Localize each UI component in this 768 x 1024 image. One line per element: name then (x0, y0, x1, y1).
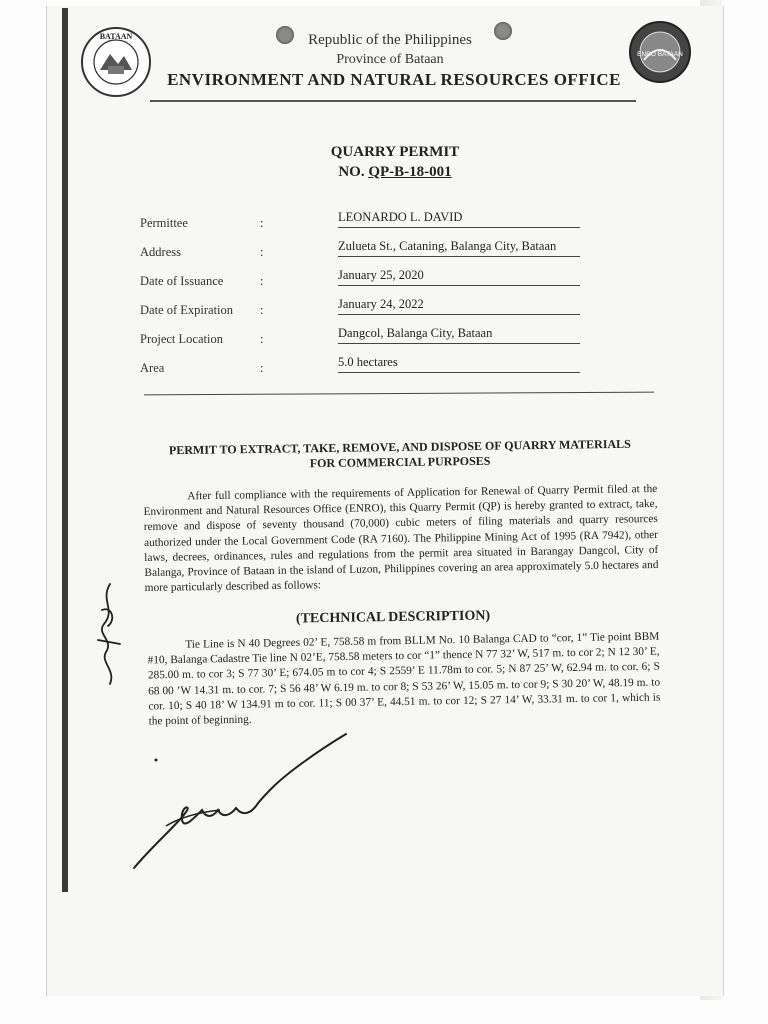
field-label: Address (140, 245, 181, 259)
technical-description-text: Tie Line is N 40 Degrees 02’ E, 758.58 m from BLLM No. 10 Balanga CAD to “cor, 1” Tie point BBM #10, Balanga Cadastre Tie line N 02’E, 758.58 meters to cor “1” thence N 77 32’ W, 517 m. to cor 2; N 12 30’ E, 285.00 m. to cor 3; S 77 30’ E; 674.05 m to cor 4; S 2559’ E 11.78m to cor. 5; N 87 25’ W, 62.94 m. to cor. 6; S 68 00 ’W 14.31 m. to cor. 7; S 56 48’ W 6.19 m. to cor 8; S 53 26’ W, 15.05 m. to cor 9; S 30 20’ W, 48.19 m. to cor. 10; S 40 18’ W 134.91 m to cor. 11; S 00 37’ E, 44.51 m. to cor 12; S 27 14’ W, 33.31 m. to cor 1, which is the point of beginning. (147, 630, 661, 728)
field-row-permittee (140, 210, 590, 239)
field-colon: : (260, 303, 264, 317)
field-row-area (140, 355, 590, 384)
republic-line: Republic of the Philippines (308, 32, 472, 48)
field-label: Area (140, 361, 165, 375)
permit-number (260, 162, 530, 182)
margin-signature-icon (86, 580, 130, 690)
field-label: Date of Issuance (140, 274, 224, 288)
field-colon: : (260, 274, 264, 288)
letterhead (80, 20, 700, 100)
bataan-seal-icon (80, 26, 152, 98)
seal-left-text: BATAAN (99, 32, 133, 41)
enro-seal-icon (628, 20, 692, 84)
signature-icon (126, 730, 356, 880)
body-paragraph: After full compliance with the requirements of Application for Renewal of Quarry Permit filed at the Environment and Natural Resources Office (ENRO), this Quarry Permit (QP) is hereby granted to extract, take, remove and dispose of seventy thousand (70,000) cubic meters of filing materials and quarry resources authorized under the Local Government Code (RA 7160). The Philippine Mining Act of 1995 (RA 7942), other laws, decrees, ordinances, rules and regulations from the permit area situated in Barangay Dangcol, City of Balanga, Province of Bataan in the island of Luzon, Philippines covering an area approximately 5.0 hectares and more particularly described as follows: (143, 482, 659, 595)
field-value-area: 5.0 hectares (338, 355, 580, 373)
field-label: Project Location (140, 332, 223, 346)
province-line: Province of Bataan (336, 52, 444, 67)
field-value-permittee: LEONARDO L. DAVID (338, 210, 580, 228)
field-colon: : (260, 332, 264, 346)
field-value-address: Zulueta St., Cataning, Balanga City, Bataan (338, 239, 580, 257)
field-label: Date of Expiration (140, 303, 234, 317)
field-value-date-expiration: January 24, 2022 (338, 297, 580, 315)
section-heading-line2: FOR COMMERCIAL PURPOSES (309, 453, 491, 471)
permit-title: QUARRY PERMIT (330, 144, 460, 160)
field-row-project-location (140, 326, 590, 355)
margin-rule (62, 8, 68, 892)
field-row-date-issuance (140, 268, 590, 297)
permit-fields (140, 210, 590, 384)
office-title: ENVIRONMENT AND NATURAL RESOURCES OFFICE (167, 70, 621, 89)
field-colon: : (260, 245, 264, 259)
field-label: Permittee (140, 216, 188, 230)
permit-title-block (260, 142, 530, 182)
permit-number-value: QP-B-18-001 (368, 164, 452, 180)
section-heading-line1: PERMIT TO EXTRACT, TAKE, REMOVE, AND DISPOSE OF QUARRY MATERIALS (168, 436, 631, 458)
field-value-project-location: Dangcol, Balanga City, Bataan (338, 326, 580, 344)
field-row-date-expiration (140, 297, 590, 326)
permit-number-prefix: NO. (338, 164, 369, 180)
field-colon: : (260, 361, 264, 375)
field-colon: : (260, 216, 264, 230)
technical-description-heading: (TECHNICAL DESCRIPTION) (295, 608, 491, 627)
seal-right-text: ENRO BATAAN (637, 51, 683, 58)
field-value-date-issuance: January 25, 2020 (338, 268, 580, 286)
field-row-address (140, 239, 590, 268)
header-divider (150, 100, 636, 102)
